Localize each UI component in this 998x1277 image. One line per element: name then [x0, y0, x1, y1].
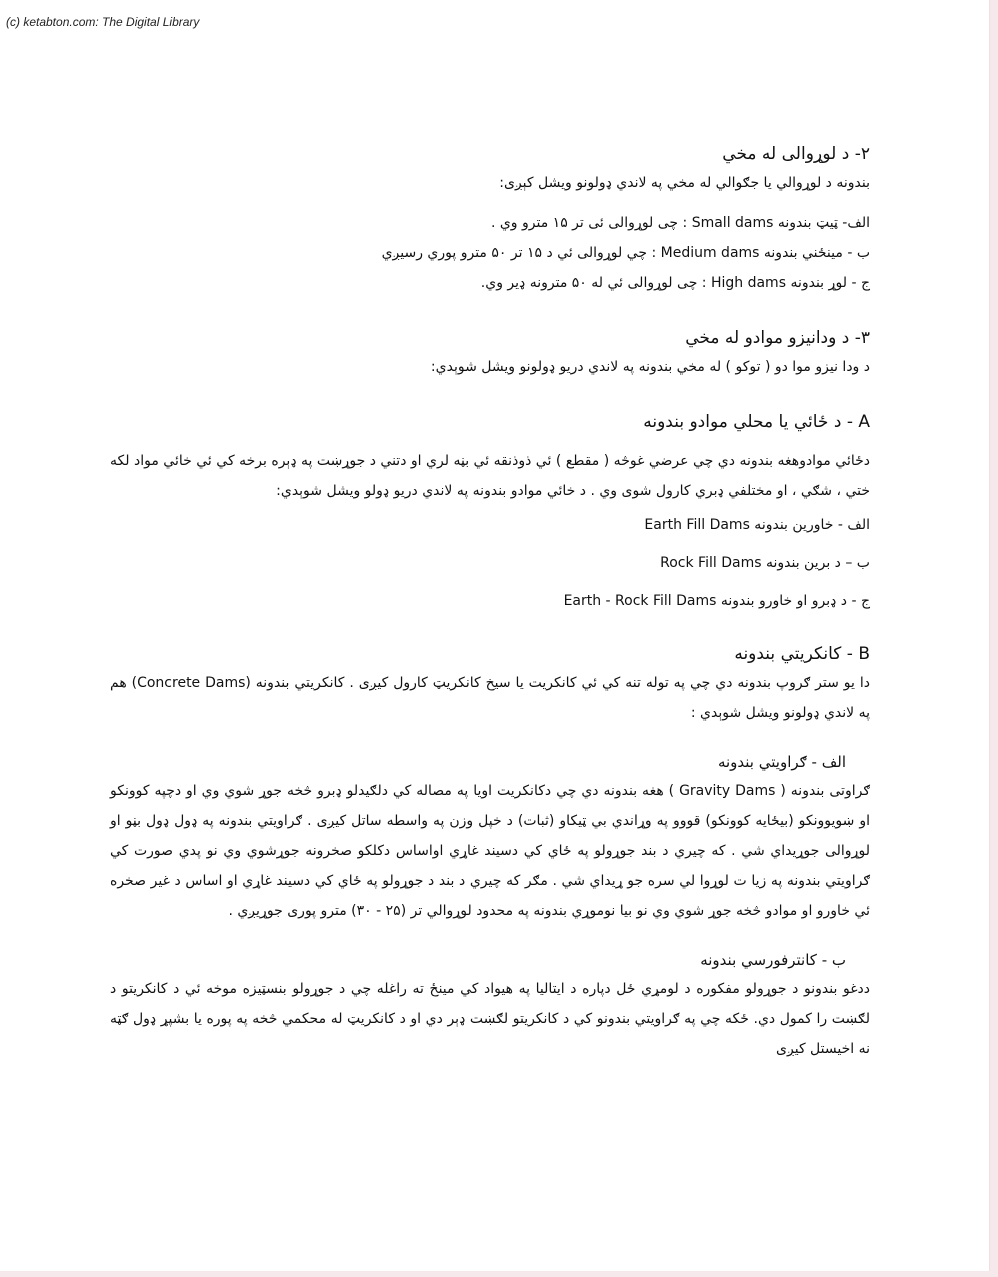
list-item: الف - خاورین بندونه Earth Fill Dams [644, 517, 870, 533]
spacer [110, 382, 870, 408]
spacer [110, 926, 870, 946]
spacer [110, 728, 870, 748]
spacer [110, 620, 870, 640]
section-b-paragraph: دا یو ستر ګروپ بندونه دي چي په توله تنه کي ئي کانکریت یا سیخ کانکریټ کارول کیږی . کانکریتي بندونه (Concrete Dams) هم په لاندي ډولونو ویشل شوېدي : [110, 675, 870, 721]
spacer [110, 298, 870, 324]
list-item: ب - مینځني بندونه Medium dams : چي لوړوالی ئي د ۱۵ تر ۵۰ مترو پوري رسیږي [381, 245, 870, 261]
counterfort-dams-heading: ب - کانترفورسي بندونه [700, 951, 846, 969]
list-item: ج - د ډبرو او خاورو بندونه Earth - Rock Fill Dams [563, 593, 870, 609]
gravity-dams-paragraph: ګراوتی بندونه ( Gravity Dams ) هغه بندونه دي چي دکانکریت اویا په مصاله کي دلګیدلو ډبرو څخه جوړ شوي وي او دچپه کوونکو او ښویوونکو (بیځایه کوونکو) قووو په وړاندي بي ټیکاو (ثبات) د خپل وزن په واسطه ساتل کیږی . ګراویتي بندونه په ډول ډول بڼو او لوړوالی جوړیداي شي . که چیري د بند جوړولو په ځاي کي دسیند غاړي اواساس دکلکو صخرونه جوړشوي وي نو پدي صورت کي ګراویتي بندونه په زیا ت لوړوا لي سره جو ړیداي شي . مګر که چیري د بند د جوړولو په ځاي کي دسیند غاړي او اساس د غیر صخره ئي خاورو او موادو څخه جوړ شوي وي نو بیا نوموړي بندونه په محدود لوړوالي تر (۲۵ - ۳۰) مترو پوری جوړیږي . [110, 783, 870, 919]
spacer [110, 436, 870, 446]
section-b-heading: B - کانکریتي بندونه [734, 644, 870, 664]
section-a-heading: A - د ځائي یا محلي موادو بندونه [643, 412, 870, 432]
watermark-text: (c) ketabton.com: The Digital Library [6, 15, 200, 29]
gravity-dams-heading: الف - ګراویتي بندونه [717, 753, 846, 771]
section-3-heading: ۳- د ودانیزو موادو له مخي [685, 328, 870, 348]
list-item: ب – د برین بندونه Rock Fill Dams [660, 555, 870, 571]
page-right-edge [989, 0, 998, 1277]
counterfort-dams-paragraph: ددغو بندونو د جوړولو مفکوره د لومړي ځل دپاره د ایتالیا په هیواد کي مینځ ته راغله چي د جوړولو بنسټیزه موخه ئي د کانکریتو د لګښت را کمول دي. ځکه چي په ګراویتي بندونو کي د کانکریتو لګښت ډېر دي او د کانکریټ له محکمي څخه په پوره یا بشپړ ډول ګټه نه اخیستل کیږی [110, 981, 870, 1057]
spacer [110, 198, 870, 208]
document-body [110, 140, 870, 1064]
list-item: الف- ټیټ بندونه Small dams : چی لوړوالی ئی تر ۱۵ مترو وي . [490, 215, 870, 231]
section-3-intro: د ودا نیزو موا دو ( توکو ) له مخي بندونه په لاندي دریو ډولونو ویشل شوېدي: [430, 359, 870, 375]
page-bottom-edge [0, 1271, 998, 1277]
section-2-heading: ۲- د لوړوالی له مخي [722, 144, 870, 164]
section-2-intro: بندونه د لوړوالي یا جګوالي له مخي په لاندي ډولونو ویشل کېږی: [499, 175, 870, 191]
list-item: ج - لوړ بندونه High dams : چی لوړوالی ئي له ۵۰ مترونه ډیر وي. [480, 275, 870, 291]
section-a-paragraph: دځائي موادوهغه بندونه دي چي عرضي غوڅه ( مقطع ) ئي ذوذنقه ئي بڼه لري او دتني د جوړښت په ډېره برخه کي ئي خائي مواد لکه ختي ، شګي ، او مختلفي ډبري کارول شوی وي . د خائي موادو بندونه په لاندي دریو ډولو ویشل شوېدي: [110, 453, 870, 499]
